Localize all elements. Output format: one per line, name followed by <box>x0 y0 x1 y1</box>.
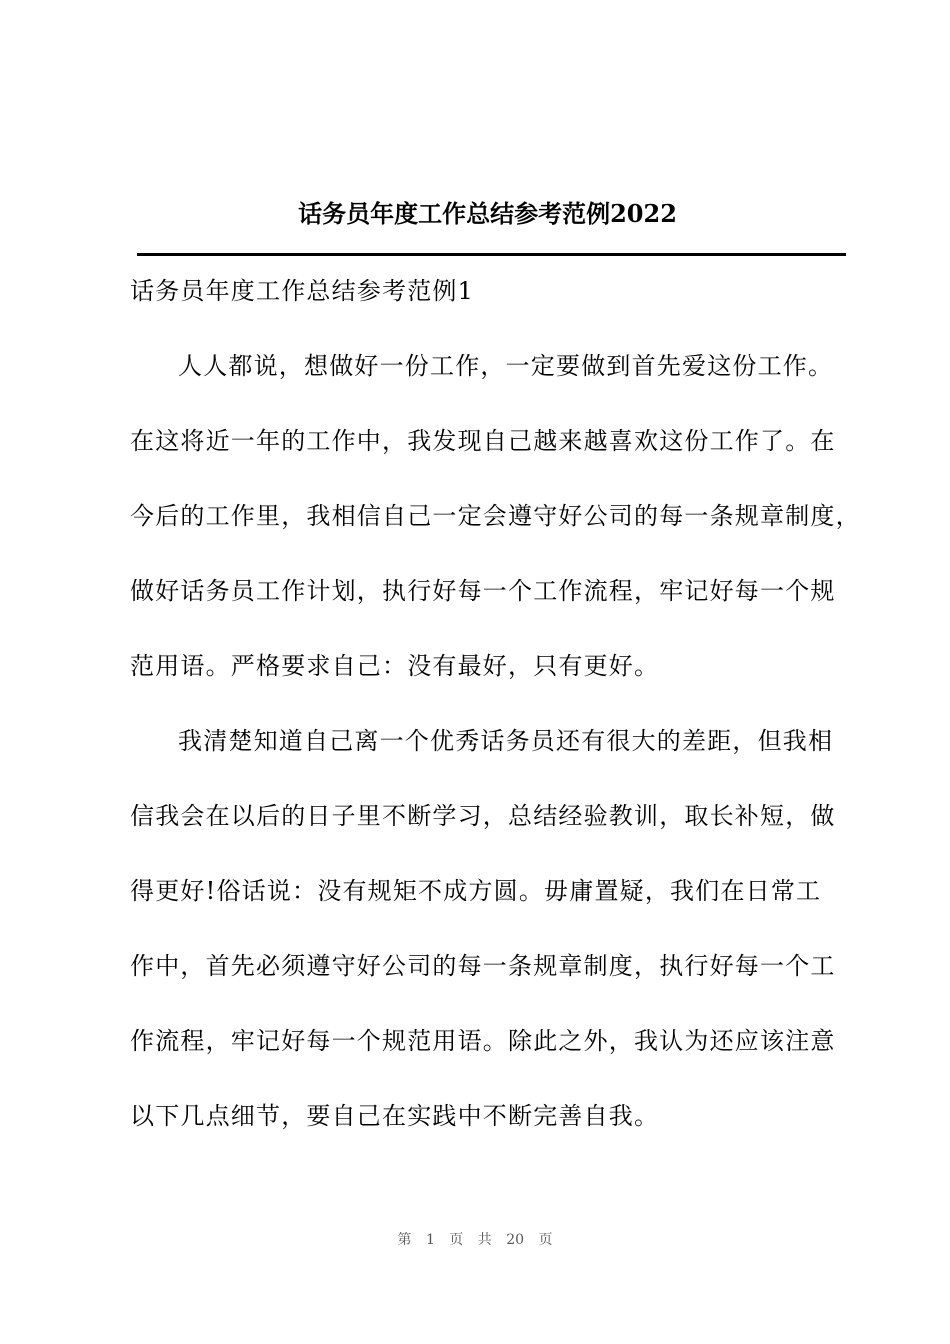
paragraph-line: 我清楚知道自己离一个优秀话务员还有很大的差距，但我相 <box>178 727 834 755</box>
paragraph-line: 今后的工作里，我相信自己一定会遵守好公司的每一条规章制度， <box>130 502 861 530</box>
paragraph-line: 作流程，牢记好每一个规范用语。除此之外，我认为还应该注意 <box>130 1027 836 1055</box>
section-heading: 话务员年度工作总结参考范例1 <box>130 277 475 305</box>
paragraph-1 <box>130 347 861 685</box>
document-title: 话务员年度工作总结参考范例2022 <box>298 199 677 228</box>
paragraph-line: 信我会在以后的日子里不断学习，总结经验教训，取长补短，做 <box>130 802 836 830</box>
title-divider <box>137 253 846 256</box>
page-number-footer: 第 1 页 共 20 页 <box>397 1232 553 1248</box>
paragraph-line: 作中，首先必须遵守好公司的每一条规章制度，执行好每一个工 <box>130 952 836 980</box>
paragraph-line: 人人都说，想做好一份工作，一定要做到首先爱这份工作。 <box>178 352 834 380</box>
paragraph-line: 以下几点细节，要自己在实践中不断完善自我。 <box>130 1102 660 1130</box>
paragraph-line: 在这将近一年的工作中，我发现自己越来越喜欢这份工作了。在 <box>130 427 836 455</box>
paragraph-line: 范用语。严格要求自己：没有最好，只有更好。 <box>130 652 660 680</box>
paragraph-line: 得更好!俗话说：没有规矩不成方圆。毋庸置疑，我们在日常工 <box>130 877 822 905</box>
paragraph-2 <box>130 722 850 1135</box>
paragraph-line: 做好话务员工作计划，执行好每一个工作流程，牢记好每一个规 <box>130 577 836 605</box>
document-body <box>130 272 861 1172</box>
